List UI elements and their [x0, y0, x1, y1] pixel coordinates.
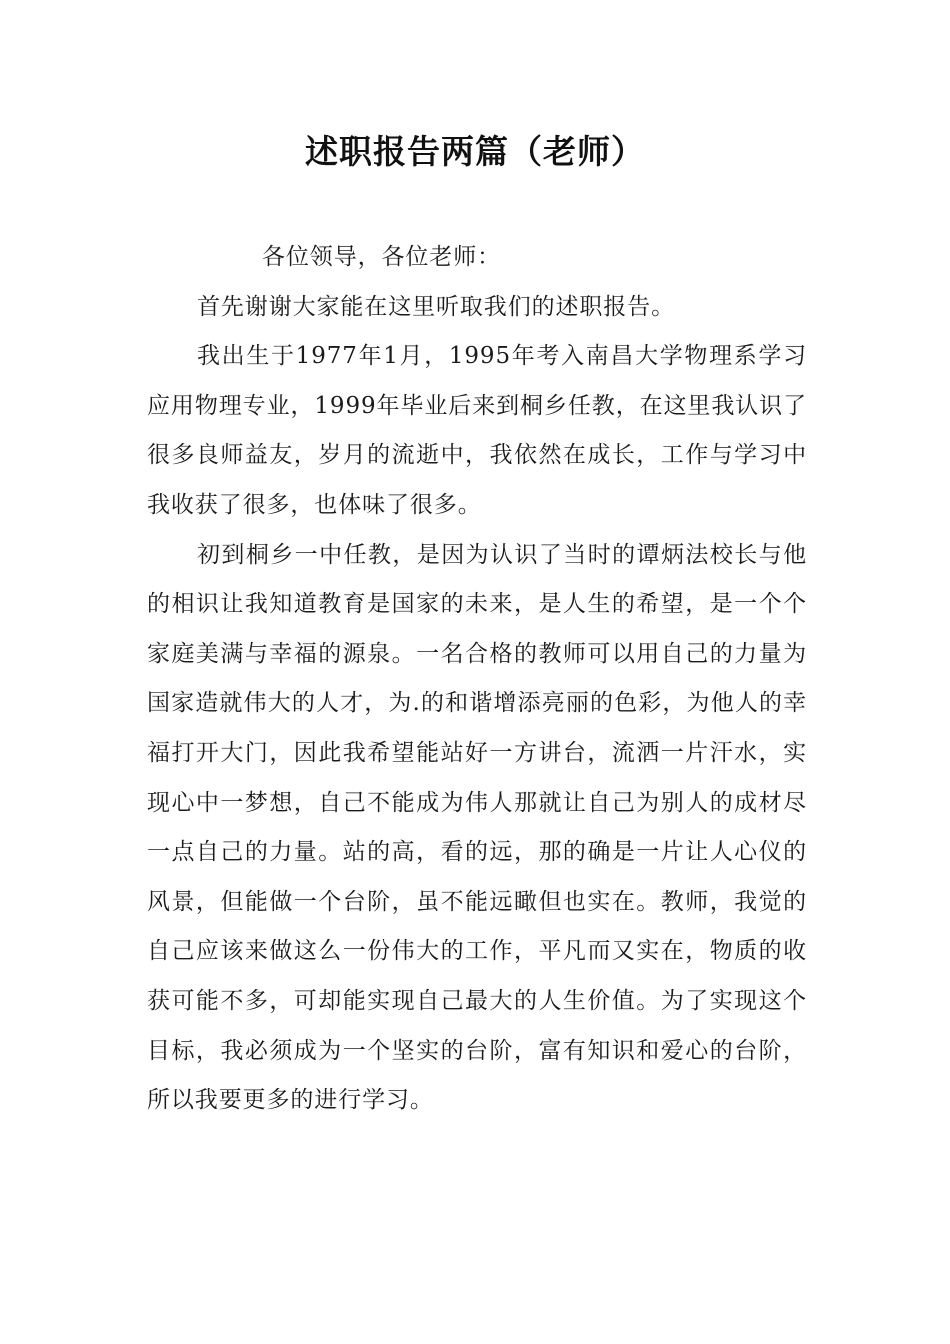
document-title: 述职报告两篇（老师）: [305, 132, 645, 171]
paragraph-background: 我出生于1977年1月，1995年考入南昌大学物理系学习应用物理专业，1999年毕业后来到桐乡任教，在这里我认识了很多良师益友，岁月的流逝中，我依然在成长，工作与学习中我收获了很多，也体味了很多。: [147, 343, 807, 518]
paragraph-intro: 首先谢谢大家能在这里听取我们的述职报告。: [197, 293, 675, 320]
paragraph-motivation: 初到桐乡一中任教，是因为认识了当时的谭炳法校长与他的相识让我知道教育是国家的未来，是人生的希望，是一个个家庭美满与幸福的源泉。一名合格的教师可以用自己的力量为国家造就伟大的人才，为.的和谐增添亮丽的色彩，为他人的幸福打开大门，因此我希望能站好一方讲台，流洒一片汗水，实现心中一梦想，自己不能成为伟人那就让自己为别人的成材尽一点自己的力量。站的高，看的远，那的确是一片让人心仪的风景，但能做一个台阶，虽不能远瞰但也实在。教师，我觉的自己应该来做这么一份伟大的工作，平凡而又实在，物质的收获可能不多，可却能实现自己最大的人生价值。为了实现这个目标，我必须成为一个坚实的台阶，富有知识和爱心的台阶，所以我要更多的进行学习。: [147, 541, 807, 1114]
document-body: [147, 233, 807, 1126]
greeting-line: 各位领导，各位老师：: [262, 244, 501, 270]
